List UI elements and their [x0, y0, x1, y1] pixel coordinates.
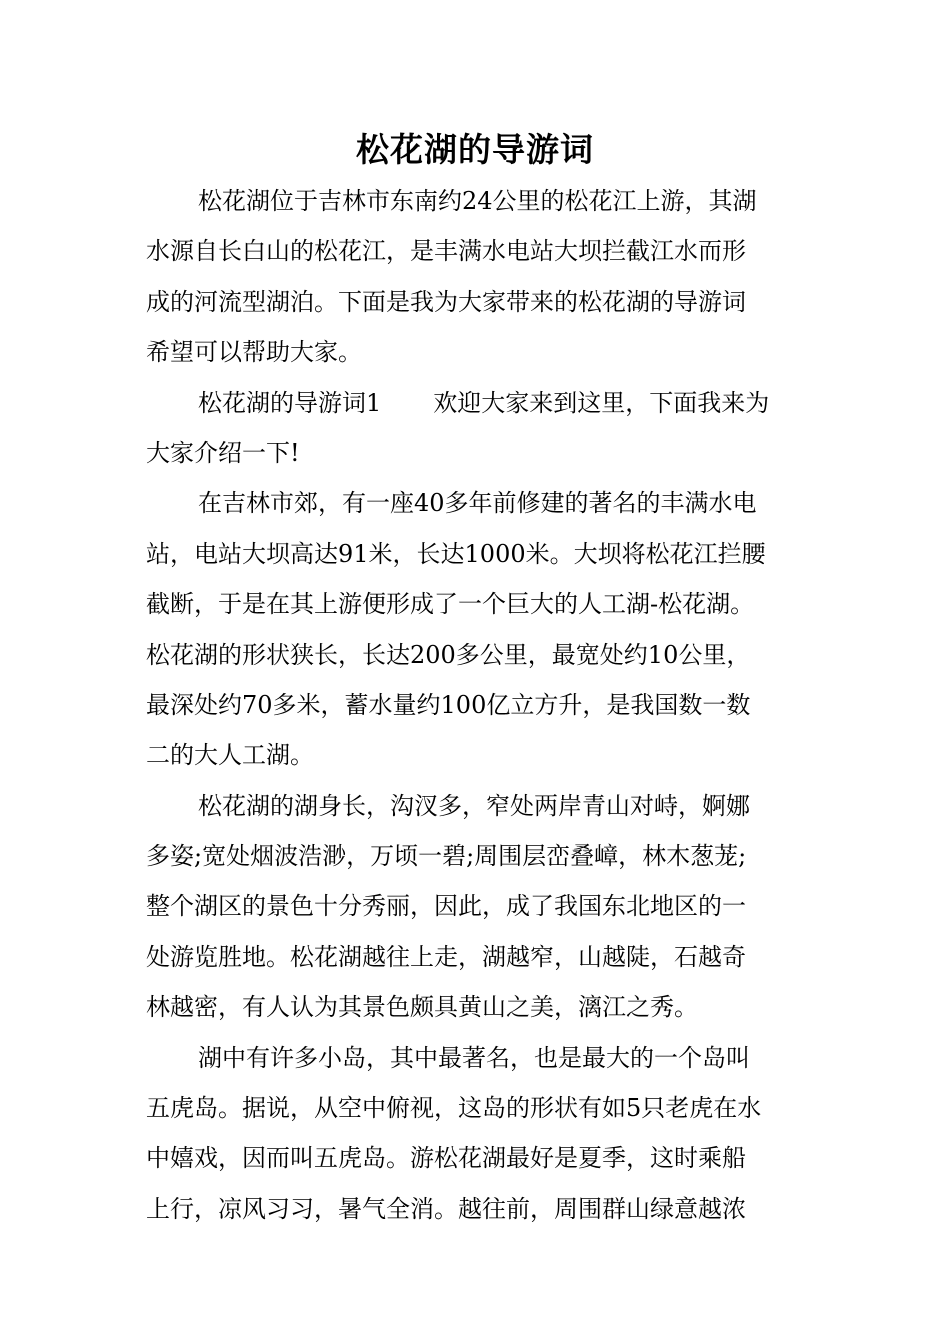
text-line: 松花湖的湖身长，沟汊多，窄处两岸青山对峙，婀娜: [198, 791, 750, 820]
text-line: 最深处约70多米，蓄水量约100亿立方升，是我国数一数: [146, 690, 751, 719]
text-line: 二的大人工湖。: [146, 741, 314, 770]
text-line: 上行，凉风习习，暑气全消。越往前，周围群山绿意越浓: [146, 1194, 746, 1223]
section-heading: 松花湖的导游词1: [198, 388, 382, 417]
text-line: 处游览胜地。松花湖越往上走，湖越窄，山越陡，石越奇: [146, 942, 746, 971]
text-line: 成的河流型湖泊。下面是我为大家带来的松花湖的导游词: [146, 287, 746, 316]
text-line: 林越密，有人认为其景色颇具黄山之美，漓江之秀。: [146, 993, 698, 1022]
text-line: [146, 378, 806, 428]
text-line: 中嬉戏，因而叫五虎岛。游松花湖最好是夏季，这时乘船: [146, 1144, 746, 1173]
text-span: 欢迎大家来到这里，下面我来为: [433, 388, 770, 417]
text-line: 整个湖区的景色十分秀丽，因此，成了我国东北地区的一: [146, 892, 746, 921]
text-line: 多姿;宽处烟波浩渺，万顷一碧;周围层峦叠嶂，林木葱茏;: [146, 842, 747, 871]
text-line: 水源自长白山的松花江，是丰满水电站大坝拦截江水而形: [146, 237, 746, 266]
text-line: 松花湖位于吉林市东南约24公里的松花江上游，其湖: [198, 187, 757, 215]
text-line: 五虎岛。据说，从空中俯视，这岛的形状有如5只老虎在水: [146, 1094, 762, 1123]
document-body: [146, 176, 806, 1234]
text-line: 在吉林市郊，有一座40多年前修建的著名的丰满水电: [198, 489, 757, 518]
text-line: 松花湖的形状狭长，长达200多公里，最宽处约10公里，: [146, 640, 751, 669]
document-title: 松花湖的导游词: [356, 130, 594, 169]
text-line: 湖中有许多小岛，其中最著名，也是最大的一个岛叫: [198, 1043, 750, 1072]
text-line: 截断，于是在其上游便形成了一个巨大的人工湖-松花湖。: [146, 590, 755, 619]
text-line: 希望可以帮助大家。: [146, 338, 362, 367]
text-line: 站，电站大坝高达91米，长达1000米。大坝将松花江拦腰: [146, 539, 766, 568]
text-line: 大家介绍一下!: [146, 438, 300, 467]
